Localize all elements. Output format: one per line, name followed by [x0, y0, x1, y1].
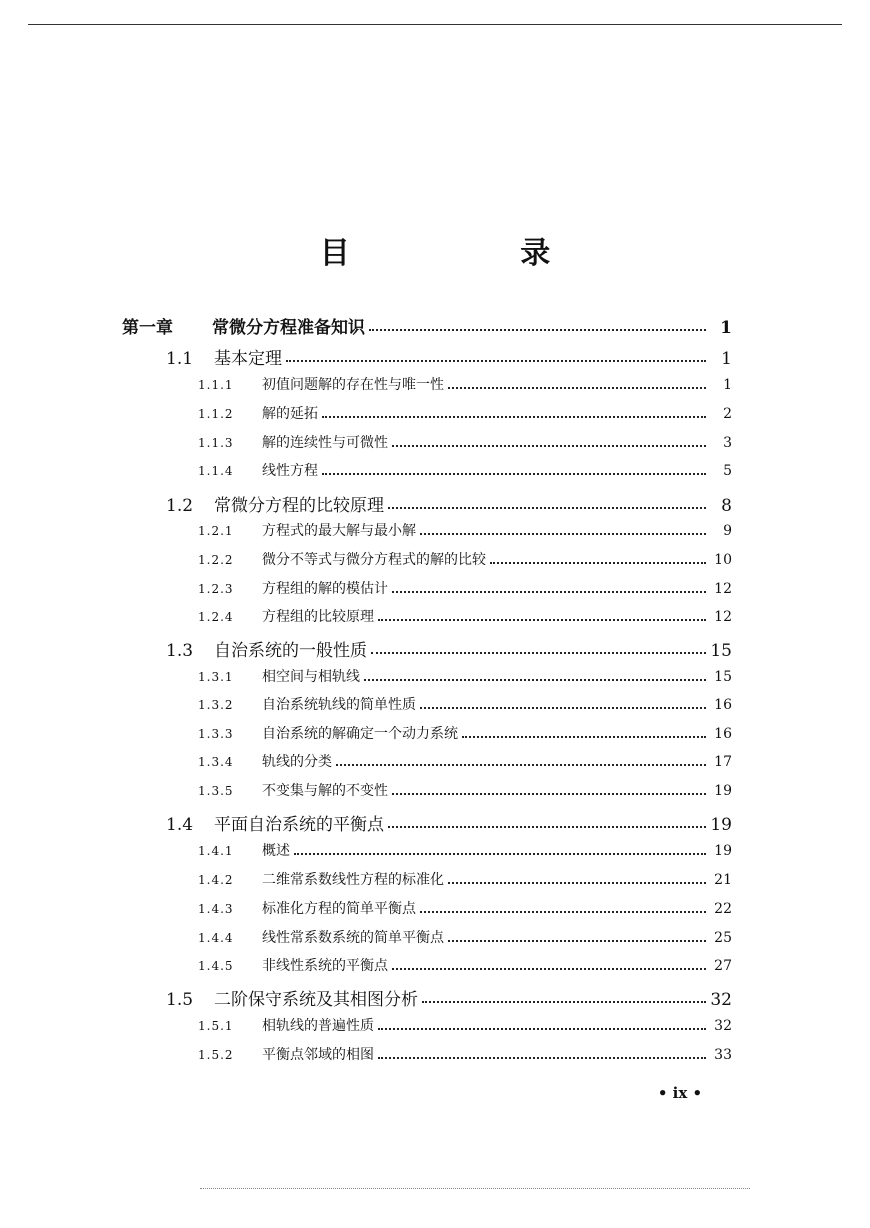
subsection-title: 线性常系数系统的简单平衡点: [262, 930, 444, 946]
section-page: 32: [710, 990, 732, 1010]
leader-dots: [420, 911, 706, 913]
leader-dots: [420, 707, 706, 709]
subsection-page: 5: [723, 463, 732, 479]
toc-section-row[interactable]: [166, 344, 732, 369]
toc-subsection-row[interactable]: [198, 955, 732, 975]
leader-dots: [378, 619, 706, 621]
toc-section-row[interactable]: [166, 985, 732, 1010]
leader-dots: [336, 764, 706, 766]
subsection-page: 27: [714, 958, 732, 974]
leader-dots: [371, 652, 706, 654]
subsection-title: 不变集与解的不变性: [262, 783, 388, 799]
subsection-title: 相轨线的普遍性质: [262, 1018, 374, 1034]
subsection-page: 15: [714, 669, 732, 685]
leader-dots: [369, 329, 706, 331]
leader-dots: [392, 445, 706, 447]
toc-subsection-row[interactable]: [198, 374, 732, 394]
top-rule: [28, 24, 842, 25]
subsection-title: 解的连续性与可微性: [262, 435, 388, 451]
toc-section-row[interactable]: [166, 636, 732, 661]
leader-dots: [448, 882, 706, 884]
subsection-title: 解的延拓: [262, 406, 318, 422]
toc-subsection-row[interactable]: [198, 780, 732, 800]
subsection-number: 1.3.4: [198, 755, 234, 769]
section-page: 19: [710, 815, 732, 835]
leader-dots: [286, 360, 706, 362]
subsection-page: 2: [723, 406, 732, 422]
subsection-page: 16: [714, 697, 732, 713]
subsection-title: 二维常系数线性方程的标准化: [262, 872, 444, 888]
subsection-title: 平衡点邻域的相图: [262, 1047, 374, 1063]
leader-dots: [388, 826, 706, 828]
leader-dots: [364, 679, 706, 681]
subsection-number: 1.3.5: [198, 784, 234, 798]
section-number: 1.5: [166, 990, 194, 1010]
leader-dots: [392, 591, 706, 593]
subsection-number: 1.1.4: [198, 464, 234, 478]
toc-subsection-row[interactable]: [198, 751, 732, 771]
subsection-title: 标准化方程的简单平衡点: [262, 901, 416, 917]
leader-dots: [448, 387, 706, 389]
leader-dots: [462, 736, 706, 738]
chapter-title: 常微分方程准备知识: [212, 318, 365, 338]
leader-dots: [378, 1057, 706, 1059]
subsection-number: 1.1.1: [198, 378, 234, 392]
subsection-title: 初值问题解的存在性与唯一性: [262, 377, 444, 393]
toc-subsection-row[interactable]: [198, 694, 732, 714]
subsection-title: 相空间与相轨线: [262, 669, 360, 685]
subsection-page: 25: [714, 930, 732, 946]
subsection-title: 微分不等式与微分方程式的解的比较: [262, 552, 486, 568]
leader-dots: [322, 416, 706, 418]
toc-subsection-row[interactable]: [198, 898, 732, 918]
folio-page-number: • ix •: [657, 1084, 703, 1102]
subsection-page: 19: [714, 783, 732, 799]
subsection-number: 1.2.3: [198, 582, 234, 596]
subsection-title: 方程式的最大解与最小解: [262, 523, 416, 539]
section-title: 常微分方程的比较原理: [214, 496, 384, 516]
scan-artifact-line: [200, 1188, 750, 1189]
leader-dots: [422, 1001, 706, 1003]
subsection-page: 12: [714, 609, 732, 625]
subsection-number: 1.4.1: [198, 844, 234, 858]
subsection-title: 非线性系统的平衡点: [262, 958, 388, 974]
subsection-page: 22: [714, 901, 732, 917]
section-page: 1: [721, 349, 732, 369]
subsection-number: 1.3.1: [198, 670, 234, 684]
leader-dots: [294, 853, 706, 855]
chapter-page: 1: [720, 318, 732, 338]
subsection-page: 9: [723, 523, 732, 539]
leader-dots: [490, 562, 706, 564]
subsection-number: 1.2.4: [198, 610, 234, 624]
section-number: 1.1: [166, 349, 194, 369]
section-page: 15: [710, 641, 732, 661]
subsection-page: 12: [714, 581, 732, 597]
leader-dots: [448, 940, 706, 942]
subsection-title: 方程组的解的模估计: [262, 581, 388, 597]
subsection-title: 方程组的比较原理: [262, 609, 374, 625]
subsection-page: 10: [714, 552, 732, 568]
subsection-page: 1: [723, 377, 732, 393]
toc-chapter-row[interactable]: [122, 313, 732, 338]
subsection-number: 1.2.2: [198, 553, 234, 567]
section-number: 1.3: [166, 641, 194, 661]
section-title: 自治系统的一般性质: [214, 641, 367, 661]
subsection-title: 轨线的分类: [262, 754, 332, 770]
subsection-number: 1.3.2: [198, 698, 234, 712]
subsection-number: 1.5.1: [198, 1019, 234, 1033]
subsection-number: 1.1.2: [198, 407, 234, 421]
toc-subsection-row[interactable]: [198, 549, 732, 569]
subsection-page: 32: [714, 1018, 732, 1034]
section-title: 基本定理: [214, 349, 282, 369]
chapter-number: 第一章: [122, 318, 173, 338]
subsection-number: 1.4.5: [198, 959, 234, 973]
toc-subsection-row[interactable]: [198, 1015, 732, 1035]
subsection-page: 33: [714, 1047, 732, 1063]
subsection-title: 自治系统轨线的简单性质: [262, 697, 416, 713]
subsection-page: 21: [714, 872, 732, 888]
section-title: 平面自治系统的平衡点: [214, 815, 384, 835]
toc-subsection-row[interactable]: [198, 1044, 732, 1064]
toc-section-row[interactable]: [166, 491, 732, 516]
leader-dots: [420, 533, 706, 535]
leader-dots: [388, 507, 706, 509]
leader-dots: [322, 473, 706, 475]
toc-subsection-row[interactable]: [198, 927, 732, 947]
subsection-page: 3: [723, 435, 732, 451]
subsection-number: 1.3.3: [198, 727, 234, 741]
subsection-title: 自治系统的解确定一个动力系统: [262, 726, 458, 742]
toc-subsection-row[interactable]: [198, 403, 732, 423]
subsection-page: 16: [714, 726, 732, 742]
subsection-title: 线性方程: [262, 463, 318, 479]
leader-dots: [392, 968, 706, 970]
toc-subsection-row[interactable]: [198, 666, 732, 686]
subsection-number: 1.1.3: [198, 436, 234, 450]
leader-dots: [378, 1028, 706, 1030]
toc-subsection-row[interactable]: [198, 432, 732, 452]
subsection-title: 概述: [262, 843, 290, 859]
section-title: 二阶保守系统及其相图分析: [214, 990, 418, 1010]
subsection-number: 1.4.4: [198, 931, 234, 945]
toc-subsection-row[interactable]: [198, 723, 732, 743]
subsection-number: 1.5.2: [198, 1048, 234, 1062]
toc-subsection-row[interactable]: [198, 578, 732, 598]
subsection-number: 1.4.3: [198, 902, 234, 916]
toc-subsection-row[interactable]: [198, 869, 732, 889]
page-title: 目 录: [319, 236, 631, 271]
section-number: 1.2: [166, 496, 194, 516]
subsection-page: 17: [714, 754, 732, 770]
subsection-page: 19: [714, 843, 732, 859]
toc-subsection-row[interactable]: [198, 460, 732, 480]
toc-subsection-row[interactable]: [198, 520, 732, 540]
leader-dots: [392, 793, 706, 795]
subsection-number: 1.4.2: [198, 873, 234, 887]
subsection-number: 1.2.1: [198, 524, 234, 538]
section-number: 1.4: [166, 815, 194, 835]
toc-subsection-row[interactable]: [198, 840, 732, 860]
section-page: 8: [721, 496, 732, 516]
toc-subsection-row[interactable]: [198, 606, 732, 626]
toc-section-row[interactable]: [166, 810, 732, 835]
